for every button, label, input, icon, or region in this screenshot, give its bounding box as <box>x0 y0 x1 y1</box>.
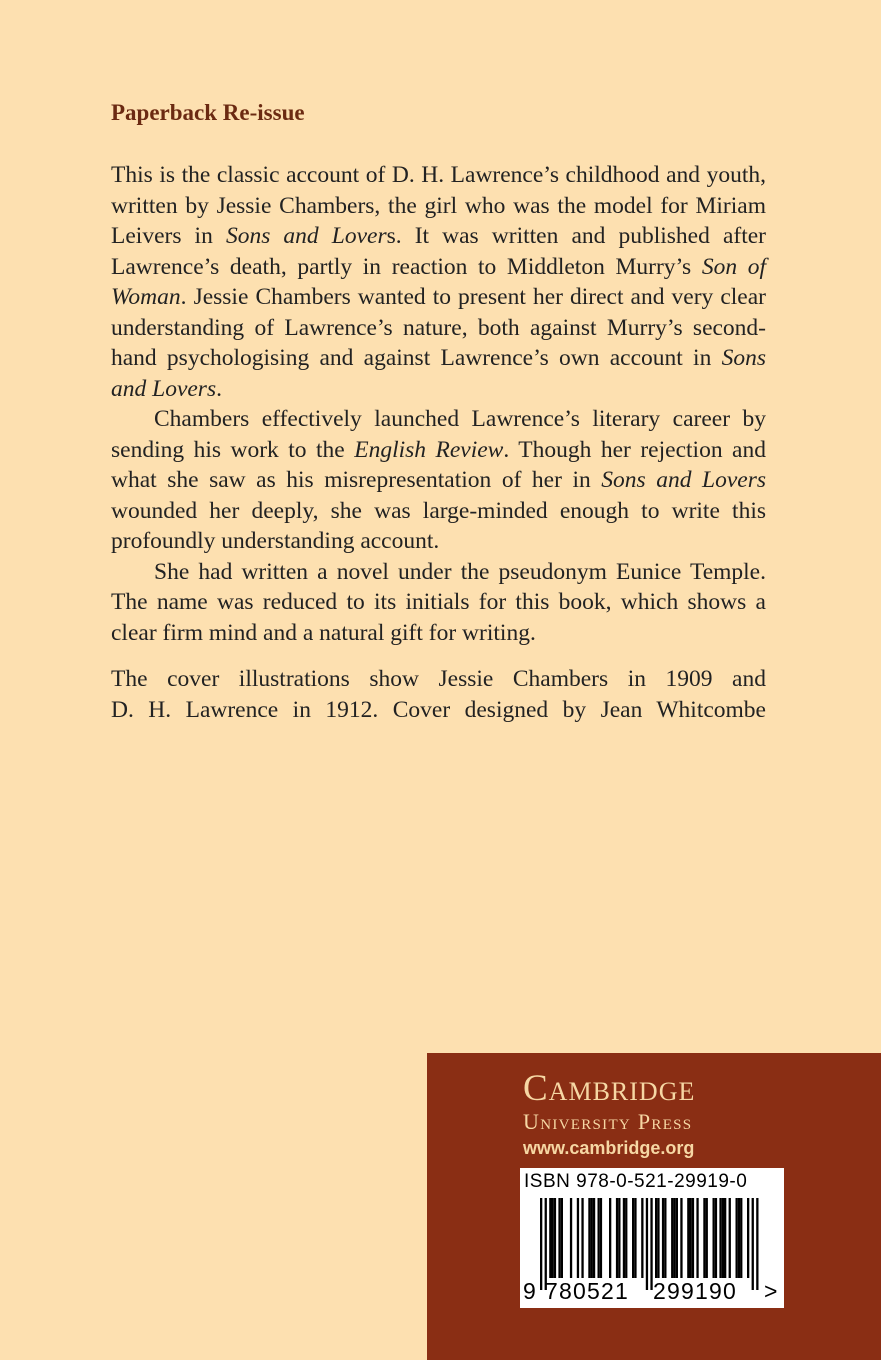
barcode-guard-bar <box>540 1198 542 1290</box>
barcode-bar <box>609 1198 611 1278</box>
text-run: She had written a novel under the pseudonym Eunice Temple. The name was reduced to its initials for this book, which shows a clear firm mind and a natural gift for writing. <box>111 558 766 646</box>
text-run: . Though her rejection and what she saw as his misrepresentation of her in <box>111 436 766 493</box>
publisher-subtitle: University Press <box>523 1109 693 1134</box>
barcode-bar <box>664 1198 666 1278</box>
barcode-bar <box>632 1198 634 1278</box>
italic-title: Sons and Lover <box>225 223 387 249</box>
barcode-guard-bar <box>752 1198 754 1290</box>
barcode-bar <box>671 1198 673 1278</box>
barcode-bar <box>558 1198 560 1278</box>
barcode-bar <box>593 1198 595 1278</box>
barcode-bar <box>713 1198 715 1278</box>
credits-line-2: D. H. Lawrence in 1912. Cover designed by Jean Whitcombe <box>111 696 766 723</box>
barcode-bar <box>729 1198 731 1278</box>
barcode-left-digits: 780521 <box>545 1278 629 1304</box>
barcode-bar <box>692 1198 694 1278</box>
barcode-bar <box>690 1198 692 1278</box>
barcode-bar <box>676 1198 678 1278</box>
barcode-bar <box>740 1198 742 1278</box>
text-run: s. It was written and published after Lawrence’s death, partly in reaction to Middleton Murry’s <box>111 223 766 280</box>
isbn-barcode <box>520 1168 784 1308</box>
barcode-bar <box>680 1198 682 1278</box>
barcode-bar <box>662 1198 664 1278</box>
barcode-bar <box>598 1198 600 1278</box>
barcode-bar <box>738 1198 740 1278</box>
barcode-bar <box>673 1198 675 1278</box>
barcode-bar <box>722 1198 724 1278</box>
italic-title: Sons and Lovers <box>601 467 766 493</box>
barcode-bar <box>696 1198 698 1278</box>
barcode-guard-bar <box>545 1198 547 1290</box>
publisher-url: www.cambridge.org <box>523 1138 695 1158</box>
text-run: This is the classic account of D. H. Lawrence’s childhood and youth, written by Jessie Chambers, the girl who was the model for Miriam Leivers in <box>111 162 766 249</box>
blurb-paragraph <box>111 557 766 649</box>
barcode-bar <box>570 1198 572 1278</box>
barcode-bar <box>736 1198 738 1278</box>
barcode-bar <box>715 1198 717 1278</box>
barcode-bar <box>549 1198 551 1278</box>
barcode-bar <box>655 1198 657 1278</box>
barcode-bar <box>641 1198 643 1278</box>
barcode-bar <box>706 1198 708 1278</box>
barcode-first-digit: 9 <box>523 1278 536 1304</box>
text-run: wounded her deeply, she was large-minded enough to write this profoundly understanding account. <box>111 497 766 554</box>
isbn-label: ISBN 978-0-521-29919-0 <box>524 1171 748 1192</box>
barcode-bar <box>618 1198 620 1278</box>
barcode-guard-bar <box>650 1198 652 1290</box>
barcode-guard-bar <box>756 1198 758 1290</box>
credits-line-1: The cover illustrations show Jessie Chambers in 1909 and <box>111 666 766 692</box>
blurb-paragraph <box>111 160 766 404</box>
barcode-bar <box>623 1198 625 1278</box>
italic-title: Son of Woman <box>111 253 766 310</box>
publisher-name: Cambridge <box>523 1068 696 1109</box>
barcode-right-digits: 299190 <box>653 1278 737 1304</box>
barcode-bar <box>591 1198 593 1278</box>
barcode-bar <box>616 1198 618 1278</box>
barcode-bar <box>554 1198 556 1278</box>
barcode-bar <box>719 1198 721 1278</box>
barcode-bar <box>703 1198 705 1278</box>
text-run: Chambers effectively launched Lawrence’s literary career by sending his work to the <box>111 406 766 463</box>
barcode-arrow: > <box>764 1278 778 1304</box>
publisher-panel <box>427 1053 881 1360</box>
barcode-bar <box>724 1198 726 1278</box>
barcode-bar <box>687 1198 689 1278</box>
barcode-bar <box>561 1198 563 1278</box>
reissue-heading: Paperback Re-issue <box>111 100 305 125</box>
barcode-bar <box>581 1198 583 1278</box>
italic-title: Sons and Lovers <box>111 345 766 402</box>
text-run: . <box>216 375 222 402</box>
text-run: . Jessie Chambers wanted to present her direct and very clear understanding of Lawrence’s nature, both against Murry’s second-hand psychologising and against Lawrence’s own account in <box>111 284 766 371</box>
barcode-bar <box>588 1198 590 1278</box>
cover-credits <box>111 664 766 725</box>
barcode-bar <box>657 1198 659 1278</box>
barcode-bar <box>577 1198 579 1278</box>
blurb-text <box>111 160 766 648</box>
barcode-bar <box>747 1198 749 1278</box>
barcode-guard-bar <box>646 1198 648 1290</box>
blurb-paragraph <box>111 404 766 557</box>
italic-title: English Review <box>354 436 504 463</box>
barcode-bar <box>634 1198 636 1278</box>
barcode-bar <box>552 1198 554 1278</box>
barcode-bar <box>600 1198 602 1278</box>
barcode-bar <box>625 1198 627 1278</box>
